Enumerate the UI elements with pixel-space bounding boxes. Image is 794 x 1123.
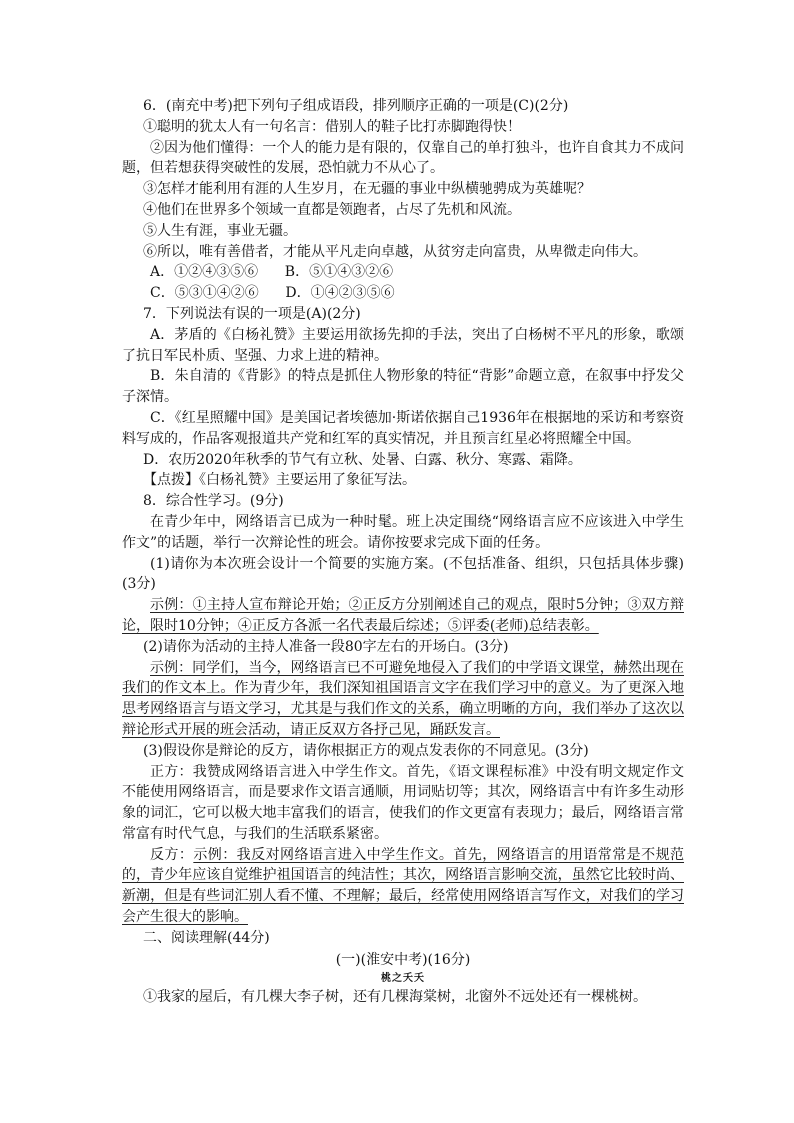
q8-p2-question: (2)请你为活动的主持人准备一段80字左右的开场白。(3分) <box>143 638 509 655</box>
q8-p3-con-label: 反方： <box>150 846 194 863</box>
passage-source: (一)(淮安中考)(16分) <box>335 951 471 968</box>
q8-intro: 在青少年中，网络语言已成为一种时髦。班上决定围绕“网络语言应不应该进入中学生作文”的话题，举行一次辩论性的班会。请你按要求完成下面的任务。 <box>122 513 684 551</box>
q7-note: 【点拨】《白杨礼赞》主要运用了象征写法。 <box>143 472 416 489</box>
q6-s1: ①聪明的犹太人有一句名言：借别人的鞋子比打赤脚跑得快！ <box>143 118 521 135</box>
q8-p3-con <box>122 845 684 928</box>
passage-title: 桃之夭夭 <box>381 972 425 984</box>
q8-p3-question: (3)假设你是辩论的反方，请你根据正方的观点发表你的不同意见。(3分) <box>143 742 589 759</box>
q6-s4: ④他们在世界多个领域一直都是领跑者，占尽了先机和风流。 <box>143 201 521 218</box>
q6-stem: 6．(南充中考)把下列句子组成语段，排列顺序正确的一项是(C)(2分) <box>143 98 569 114</box>
q6-s6: ⑥所以，唯有善借者，才能从平凡走向卓越，从贫穷走向富贵，从卑微走向伟大。 <box>143 243 647 260</box>
q6-options-cd: C．⑤③①④②⑥ D．①④②③⑤⑥ <box>150 285 395 302</box>
q8-p1-answer <box>122 595 684 637</box>
q8-stem: 8．综合性学习。(9分) <box>143 493 284 510</box>
q6-options-ab: A．①②④③⑤⑥ B．⑤①④③②⑥ <box>150 264 394 281</box>
q8-p1-answer-text: 示例：①主持人宣布辩论开始；②正反方分别阐述自己的观点，限时5分钟；③双方辩论，限时10分钟；④正反方各派一名代表最后综述；⑤评委(老师)总结表彰。 <box>122 597 684 634</box>
q8-p3-pro: 正方：我赞成网络语言进入中学生作文。首先，《语文课程标准》中没有明文规定作文不能使用网络语言，而是要求作文语言通顺，用词贴切等；其次，网络语言中有许多生动形象的词汇，它可以极大地丰富我们的语言，使我们的作文更富有表现力；最后，网络语言常常富有时代气息，与我们的生活联系紧密。 <box>122 763 684 842</box>
q6-s2: ②因为他们懂得：一个人的能力是有限的，仅靠自己的单打独斗，也许自食其力不成问题，但若想获得突破性的发展，恐怕就力不从心了。 <box>122 139 684 177</box>
q7-b: B．朱自清的《背影》的特点是抓住人物形象的特征“背影”命题立意，在叙事中抒发父子深情。 <box>122 368 684 406</box>
q8-p1-question: (1)请你为本次班会设计一个简要的实施方案。(不包括准备、组织，只包括具体步骤)(3分) <box>122 555 684 593</box>
q7-a: A．茅盾的《白杨礼赞》主要运用欲扬先抑的手法，突出了白杨树不平凡的形象，歌颂了抗日军民朴质、坚强、力求上进的精神。 <box>122 326 684 364</box>
q7-d: D．农历2020年秋季的节气有立秋、处暑、白露、秋分、寒露、霜降。 <box>143 451 582 468</box>
q7-stem: 7．下列说法有误的一项是(A)(2分) <box>143 305 361 322</box>
q8-p2-answer <box>122 658 684 741</box>
q8-p2-answer-text: 示例：同学们，当今，网络语言已不可避免地侵入了我们的中学语文课堂，赫然出现在我们的作文本上。作为青少年，我们深知祖国语言文字在我们学习中的意义。为了更深入地思考网络语言与语文学习，尤其是与我们作文的关系，确立明晰的方向，我们举办了这次以辩论形式开展的班会活动，请正反双方各抒己见，踊跃发言。 <box>122 659 684 738</box>
section-2-heading: 二、阅读理解(44分) <box>143 929 270 946</box>
passage-p1: ①我家的屋后，有几棵大李子树，还有几棵海棠树，北窗外不远处还有一棵桃树。 <box>143 988 647 1005</box>
q6-s5: ⑤人生有涯，事业无疆。 <box>143 222 297 239</box>
q7-c: C．《红星照耀中国》是美国记者埃德加·斯诺依据自己1936年在根据地的采访和考察资料写成的，作品客观报道共产党和红军的真实情况，并且预言红星必将照耀全中国。 <box>122 409 684 447</box>
q6-s3: ③怎样才能利用有涯的人生岁月，在无疆的事业中纵横驰骋成为英雄呢？ <box>143 181 591 198</box>
q8-p3-con-text: 示例：我反对网络语言进入中学生作文。首先，网络语言的用语常常是不规范的，青少年应该自觉维护祖国语言的纯洁性；其次，网络语言影响交流，虽然它比较时尚、新潮，但是有些词汇别人看不懂、不理解；最后，经常使用网络语言写作文，对我们的学习会产生很大的影响。 <box>122 846 685 926</box>
